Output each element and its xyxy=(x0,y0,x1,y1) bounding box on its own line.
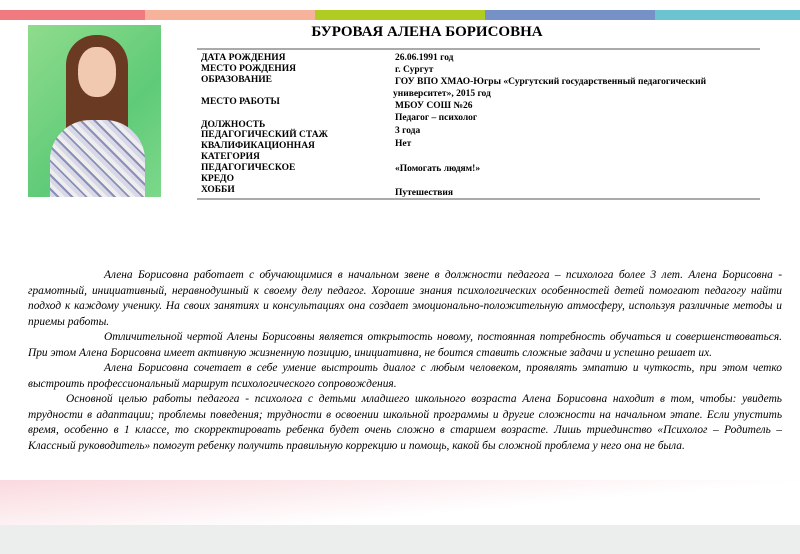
value-birthplace: г. Сургут xyxy=(395,65,434,75)
label-hobby: ХОББИ xyxy=(201,185,235,195)
page-title: БУРОВАЯ АЛЕНА БОРИСОВНА xyxy=(311,24,543,40)
stripe-segment xyxy=(0,10,145,20)
stripe-segment xyxy=(485,10,655,20)
portrait-photo xyxy=(28,25,161,197)
paragraph: Отличительной чертой Алены Борисовны является открытость новому, постоянная потребность обучаться и совершенствоваться. При этом Алена Борисовна имеет активную жизненную позицию, инициативна, не боится ставить сложные задачи и успешно решает их. xyxy=(28,331,782,359)
paragraph: Алена Борисовна работает с обучающимися в начальном звене в должности педагога – психолога более 3 лет. Алена Борисовна - грамотный, инициативный, неравнодушный к своему делу педагог. Хорошие знания психологических особенностей детей помогают педагогу найти подход к каждому ученику. На своих занятиях и консультациях она создает эмоционально-положительную атмосферу, используя различные методы и приемы работы. xyxy=(28,269,782,328)
label-birthplace: МЕСТО РОЖДЕНИЯ xyxy=(201,64,296,74)
profile-table xyxy=(197,48,760,200)
value-hobby: Путешествия xyxy=(395,188,454,198)
value-workplace: МБОУ СОШ №26 xyxy=(395,101,473,111)
label-qualification: КВАЛИФИКАЦИОННАЯ xyxy=(201,141,315,151)
value-education-cont: университет», 2015 год xyxy=(393,89,491,99)
label-experience: ПЕДАГОГИЧЕСКИЙ СТАЖ xyxy=(201,130,328,140)
footer-band xyxy=(0,525,800,554)
value-education: ГОУ ВПО ХМАО-Югры «Сургутский государственный педагогический xyxy=(395,77,707,87)
label-birthdate: ДАТА РОЖДЕНИЯ xyxy=(201,53,286,63)
value-experience: 3 года xyxy=(395,126,421,136)
label-education: ОБРАЗОВАНИЕ xyxy=(201,75,272,85)
label-credo-cont: КРЕДО xyxy=(201,174,234,184)
value-birthdate: 26.06.1991 год xyxy=(395,53,454,63)
value-position: Педагог – психолог xyxy=(395,113,478,123)
label-credo: ПЕДАГОГИЧЕСКОЕ xyxy=(201,163,296,173)
label-workplace: МЕСТО РАБОТЫ xyxy=(201,97,280,107)
stripe-segment xyxy=(655,10,800,20)
value-credo: «Помогать людям!» xyxy=(395,164,481,174)
stripe-segment xyxy=(315,10,485,20)
paragraph: Алена Борисовна сочетает в себе умение выстроить диалог с любым человеком, проявлять эмпатию и чуткость, при этом четко выстроить профессиональный маршрут психологического сопровождения. xyxy=(28,362,782,390)
value-qualification: Нет xyxy=(395,139,412,149)
label-position: ДОЛЖНОСТЬ xyxy=(201,120,266,130)
description-text xyxy=(28,268,782,454)
decorative-swoosh xyxy=(0,480,800,530)
stripe-segment xyxy=(145,10,315,20)
label-category: КАТЕГОРИЯ xyxy=(201,152,260,162)
paragraph: Основной целью работы педагога - психолога с детьми младшего школьного возраста Алена Борисовна находит в том, чтобы: увидеть трудности в адаптации; проблемы поведения; трудности в освоении школьной программы и другие сложности на начальном этапе. Если упустить время, особенно в 1 классе, то скорректировать ребенка будет очень сложно в старшем возрасте. Лишь триединство «Психолог – Родитель – Классный руководитель» помогут ребенку получить правильную коррекцию и помощь, какой бы сложной проблема у него она не была. xyxy=(28,393,782,452)
